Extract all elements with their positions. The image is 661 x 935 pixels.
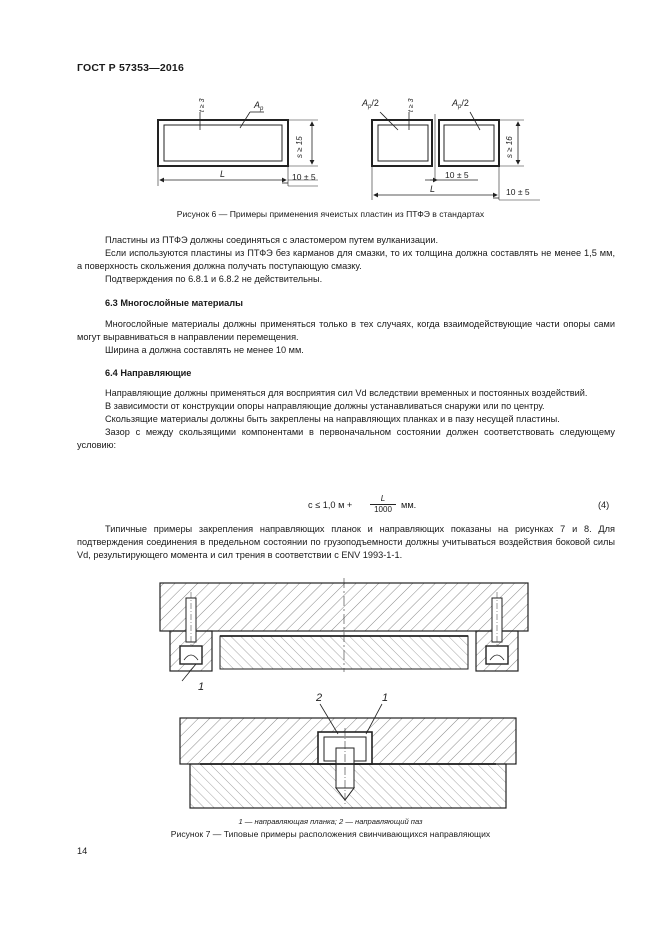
- fig7-callout-1-lower: 1: [382, 692, 389, 704]
- formula-lhs: c ≤ 1,0 м +: [308, 500, 353, 510]
- fig6-left-t-label: t ≥ 3: [199, 98, 206, 112]
- formula-unit: мм.: [401, 500, 417, 510]
- fig6-left-ten-label: 10 ± 5: [292, 172, 316, 182]
- fig7-callout-2: 2: [316, 692, 323, 704]
- fig6-right-s-label: s ≥ 16: [505, 136, 514, 158]
- figure-7-caption: Рисунок 7 — Типовые примеры расположения свинчивающихся направляющих: [170, 829, 491, 839]
- paragraph-8: Скользящие материалы должны быть закреплены на направляющих планках и в пазу несущей пластины.: [105, 414, 560, 424]
- paragraph-4: Многослойные материалы должны применяться только в тех случаях, когда взаимодействующие части опоры сами могут выравниваться в направлении перемещения.: [77, 319, 615, 342]
- formula-denominator: 1000: [374, 505, 392, 514]
- fig6-right-L-label: L: [430, 184, 436, 194]
- paragraph-7: В зависимости от конструкции опоры направляющие должны устанавливаться снаружи или по центру.: [105, 401, 545, 411]
- section-heading-6-4: 6.4 Направляющие: [105, 368, 192, 378]
- fig7-lower-assembly: [180, 704, 516, 808]
- fig7-callout-1-upper: 1: [198, 681, 205, 693]
- page-number: 14: [77, 846, 88, 856]
- figure-6-caption: Рисунок 6 — Примеры применения ячеистых пластин из ПТФЭ в стандартах: [176, 209, 485, 219]
- paragraph-10: Типичные примеры закрепления направляющих планок и направляющих показаны на рисунках 7 и 8. Для подтверждения соединения в предельном состоянии по грузоподъемности должны учитываться воздействия боковой силы Vd, результирующего момента и сил трения в соответствии с ENV 1993-1-1.: [77, 524, 615, 560]
- text-block-4: [77, 523, 615, 562]
- figure-7-drawing: [0, 570, 661, 815]
- fig6-left-L-label: L: [220, 169, 226, 179]
- fig6-right-ap2-left-label: $A_p/2$: [362, 98, 379, 110]
- paragraph-3: Подтверждения по 6.8.1 и 6.8.2 не действительны.: [105, 274, 323, 284]
- fig6-left-ap-label: $A_p$: [254, 100, 264, 112]
- document-header: ГОСТ Р 57353—2016: [77, 62, 185, 74]
- paragraph-9: Зазор c между скользящими компонентами в первоначальном состоянии должен соответствовать следующему условию:: [77, 427, 615, 450]
- text-block-3: [77, 387, 615, 452]
- fig6-left-s-label: s ≥ 15: [295, 136, 304, 158]
- figure-6-drawing: [0, 0, 661, 215]
- formula-fraction: [370, 494, 396, 515]
- formula-numerator: L: [370, 494, 396, 505]
- section-heading-6-3: 6.3 Многослойные материалы: [105, 298, 243, 308]
- paragraph-1: Пластины из ПТФЭ должны соединяться с эластомером путем вулканизации.: [105, 235, 439, 245]
- paragraph-5: Ширина a должна составлять не менее 10 мм.: [105, 345, 304, 355]
- text-block-2: [77, 318, 615, 357]
- fig6-right-ap2-right-label: $A_p/2$: [452, 98, 469, 110]
- fig6-right-ten-inner-label: 10 ± 5: [445, 170, 469, 180]
- figure-7-legend: 1 — направляющая планка; 2 — направляющий паз: [238, 817, 423, 826]
- paragraph-6: Направляющие должны применяться для восприятия сил Vd вследствии временных и постоянных воздействий.: [105, 388, 588, 398]
- formula-number: (4): [598, 500, 610, 510]
- fig7-upper-assembly: [160, 578, 528, 681]
- fig6-right-ten-outer-label: 10 ± 5: [506, 187, 530, 197]
- paragraph-2: Если используются пластины из ПТФЭ без карманов для смазки, то их толщина должна составлять не менее 1,5 мм, а поверхность скольжения должна получать поступающую смазку.: [77, 248, 615, 271]
- text-block-1: [77, 234, 615, 286]
- fig6-right-t-label: t ≥ 3: [408, 98, 415, 112]
